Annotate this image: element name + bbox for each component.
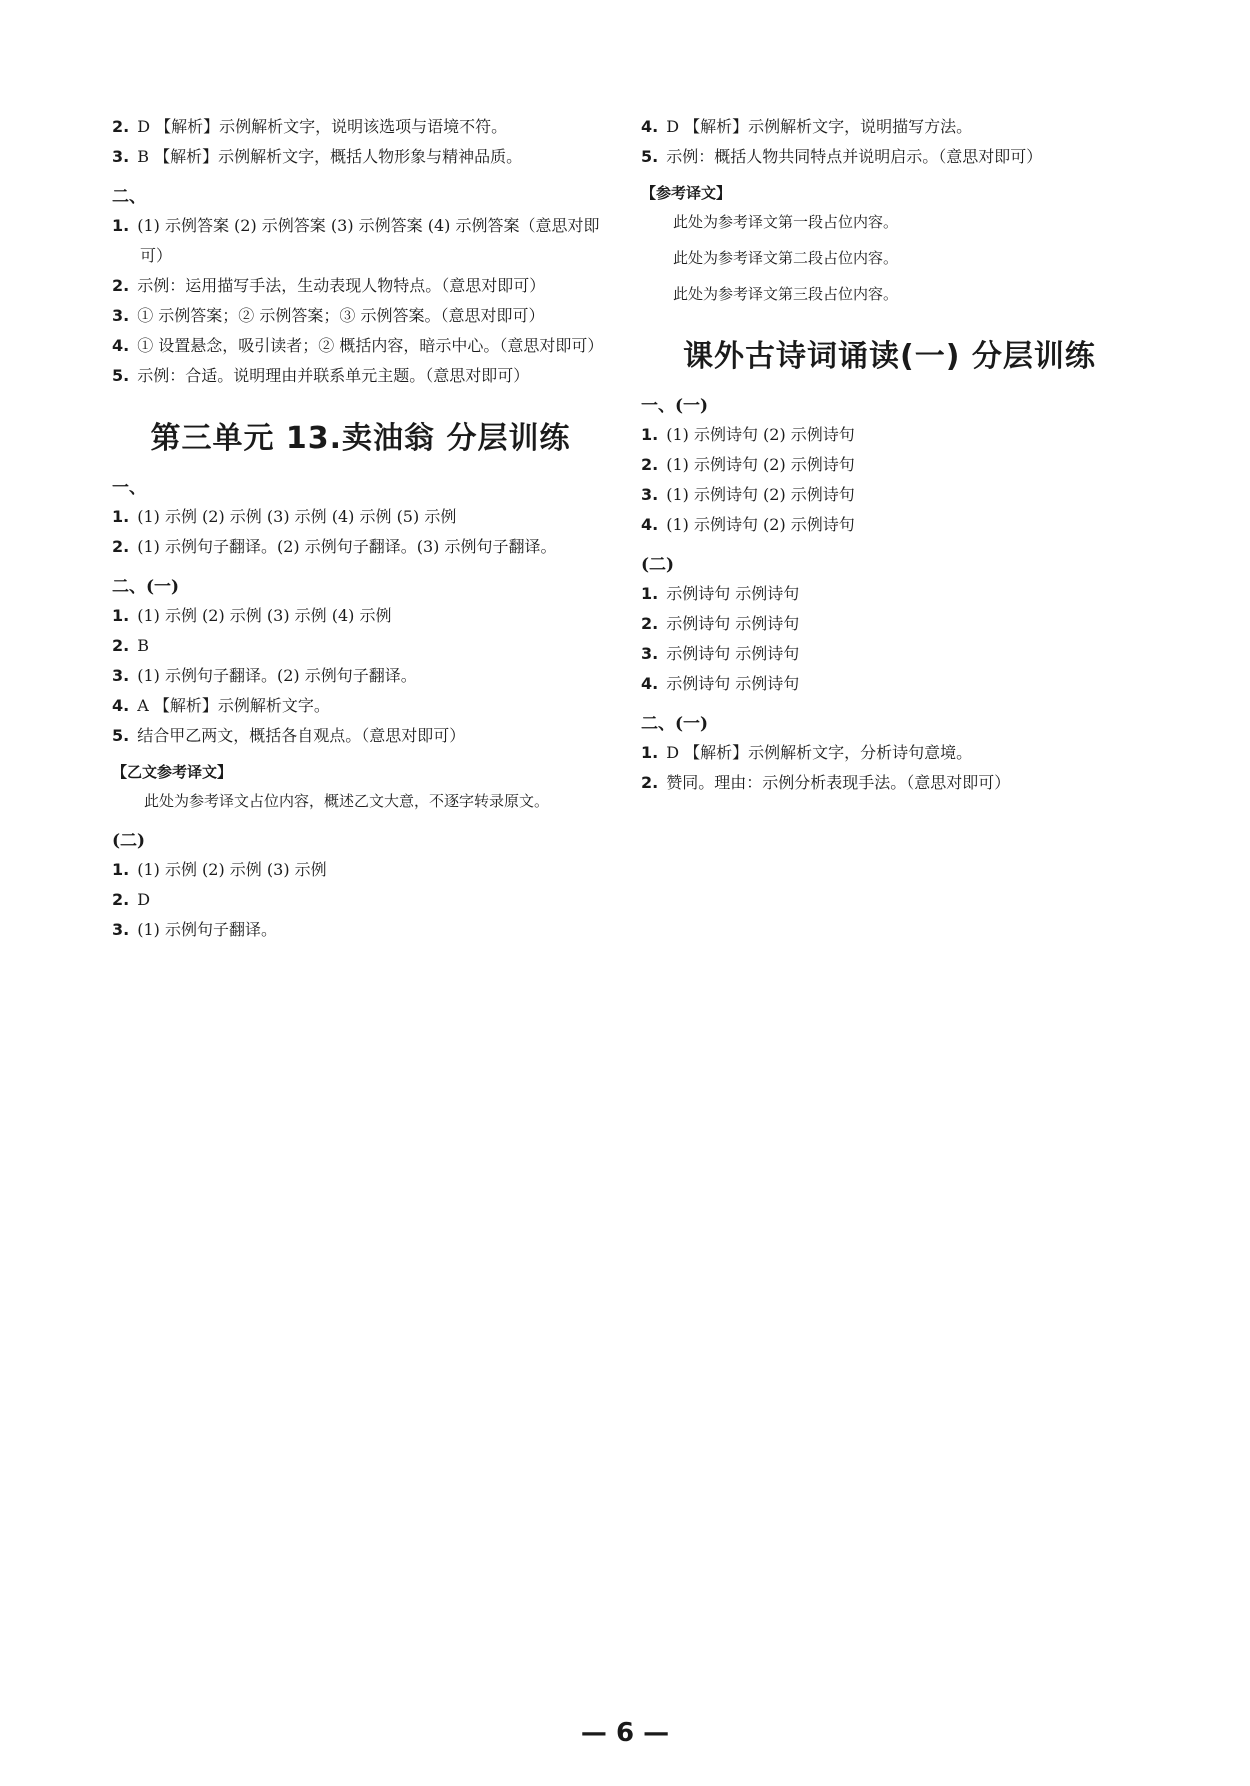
item-text: 示例：概括人物共同特点并说明启示。（意思对即可） — [666, 147, 1043, 166]
item-text: ① 示例答案；② 示例答案；③ 示例答案。（意思对即可） — [137, 306, 545, 325]
answer-item — [112, 855, 609, 885]
item-text: (1) 示例诗句 (2) 示例诗句 — [666, 425, 855, 444]
item-number: 2. — [112, 537, 130, 556]
part-label: 二、(一) — [641, 714, 709, 734]
item-number: 2. — [641, 614, 659, 633]
answer-item — [641, 480, 1138, 510]
translation-tag: 【乙文参考译文】 — [112, 763, 233, 781]
translation-paragraph: 此处为参考译文第二段占位内容。 — [673, 249, 899, 267]
two-column-layout — [112, 112, 1138, 945]
translation-paragraph: 此处为参考译文第一段占位内容。 — [673, 213, 899, 231]
part-label: 二、 — [112, 187, 146, 207]
answer-item — [112, 331, 609, 361]
item-number: 2. — [112, 636, 130, 655]
answer-item — [641, 579, 1138, 609]
item-text: (1) 示例诗句 (2) 示例诗句 — [666, 485, 855, 504]
part-label: 一、(一) — [641, 396, 709, 416]
answer-item — [641, 112, 1138, 142]
item-number: 1. — [112, 860, 130, 879]
item-number: 1. — [112, 216, 130, 235]
item-text: A 【解析】示例解析文字。 — [137, 696, 330, 715]
right-column — [641, 112, 1138, 945]
translation-paragraph: 此处为参考译文第三段占位内容。 — [673, 285, 899, 303]
answer-item — [641, 450, 1138, 480]
item-text: B — [137, 636, 149, 655]
item-number: 2. — [641, 773, 659, 792]
item-text: B 【解析】示例解析文字，概括人物形象与精神品质。 — [137, 147, 523, 166]
item-number: 2. — [641, 455, 659, 474]
item-number: 1. — [112, 507, 130, 526]
part-label: 一、 — [112, 478, 146, 498]
item-text: (1) 示例句子翻译。(2) 示例句子翻译。(3) 示例句子翻译。 — [137, 537, 557, 556]
item-text: ① 设置悬念，吸引读者；② 概括内容，暗示中心。（意思对即可） — [137, 336, 604, 355]
item-text: D 【解析】示例解析文字，说明描写方法。 — [666, 117, 973, 136]
answer-item — [112, 271, 609, 301]
answer-item — [112, 915, 609, 945]
answer-item — [112, 502, 609, 532]
item-text: (1) 示例 (2) 示例 (3) 示例 (4) 示例 — [137, 606, 392, 625]
item-number: 3. — [112, 147, 130, 166]
answer-item — [112, 211, 609, 271]
item-number: 2. — [112, 890, 130, 909]
part-label: 二、(一) — [112, 577, 180, 597]
answer-item — [112, 631, 609, 661]
item-number: 3. — [641, 485, 659, 504]
item-number: 1. — [641, 425, 659, 444]
item-text: (1) 示例答案 (2) 示例答案 (3) 示例答案 (4) 示例答案（意思对即可） — [137, 216, 600, 265]
item-text: (1) 示例诗句 (2) 示例诗句 — [666, 515, 855, 534]
translation-tag: 【参考译文】 — [641, 184, 732, 202]
answer-item — [641, 738, 1138, 768]
part-label: (二) — [641, 555, 675, 575]
item-text: 示例：运用描写手法，生动表现人物特点。（意思对即可） — [137, 276, 546, 295]
answer-item — [112, 301, 609, 331]
answer-item — [641, 420, 1138, 450]
item-text: 结合甲乙两文，概括各自观点。（意思对即可） — [137, 726, 466, 745]
answer-item — [112, 721, 609, 751]
answer-item — [641, 639, 1138, 669]
item-number: 5. — [112, 726, 130, 745]
item-number: 3. — [641, 644, 659, 663]
item-text: (1) 示例句子翻译。 — [137, 920, 277, 939]
answer-item — [112, 601, 609, 631]
answer-item — [641, 609, 1138, 639]
item-number: 2. — [112, 276, 130, 295]
item-text: 赞同。理由：示例分析表现手法。（意思对即可） — [666, 773, 1011, 792]
item-number: 1. — [112, 606, 130, 625]
item-text: (1) 示例诗句 (2) 示例诗句 — [666, 455, 855, 474]
item-text: 示例诗句 示例诗句 — [666, 614, 800, 633]
answer-item — [641, 142, 1138, 172]
section-title: 第三单元 13.卖油翁 分层训练 — [150, 421, 571, 456]
item-number: 1. — [641, 743, 659, 762]
item-text: (1) 示例句子翻译。(2) 示例句子翻译。 — [137, 666, 417, 685]
item-number: 4. — [641, 515, 659, 534]
answer-item — [112, 112, 609, 142]
item-number: 5. — [641, 147, 659, 166]
item-text: (1) 示例 (2) 示例 (3) 示例 (4) 示例 (5) 示例 — [137, 507, 457, 526]
item-number: 3. — [112, 920, 130, 939]
item-number: 4. — [641, 117, 659, 136]
answer-item — [641, 510, 1138, 540]
answer-item — [112, 142, 609, 172]
item-text: D 【解析】示例解析文字，说明该选项与语境不符。 — [137, 117, 508, 136]
item-number: 4. — [641, 674, 659, 693]
answer-item — [641, 768, 1138, 798]
item-text: D 【解析】示例解析文字，分析诗句意境。 — [666, 743, 973, 762]
item-text: 示例诗句 示例诗句 — [666, 644, 800, 663]
answer-item — [112, 691, 609, 721]
item-number: 3. — [112, 666, 130, 685]
answer-item — [112, 532, 609, 562]
answer-item — [112, 361, 609, 391]
item-number: 4. — [112, 336, 130, 355]
translation-paragraph: 此处为参考译文占位内容，概述乙文大意，不逐字转录原文。 — [144, 792, 550, 810]
item-text: D — [137, 890, 151, 909]
answer-item — [641, 669, 1138, 699]
left-column — [112, 112, 609, 945]
item-text: 示例诗句 示例诗句 — [666, 584, 800, 603]
answer-item — [112, 885, 609, 915]
item-number: 5. — [112, 366, 130, 385]
part-label: (二) — [112, 831, 146, 851]
item-text: 示例：合适。说明理由并联系单元主题。（意思对即可） — [137, 366, 530, 385]
item-text: (1) 示例 (2) 示例 (3) 示例 — [137, 860, 327, 879]
item-text: 示例诗句 示例诗句 — [666, 674, 800, 693]
page-number: — 6 — — [580, 1718, 670, 1748]
item-number: 3. — [112, 306, 130, 325]
section-title: 课外古诗词诵读(一) 分层训练 — [683, 339, 1096, 374]
item-number: 2. — [112, 117, 130, 136]
answer-item — [112, 661, 609, 691]
item-number: 1. — [641, 584, 659, 603]
item-number: 4. — [112, 696, 130, 715]
